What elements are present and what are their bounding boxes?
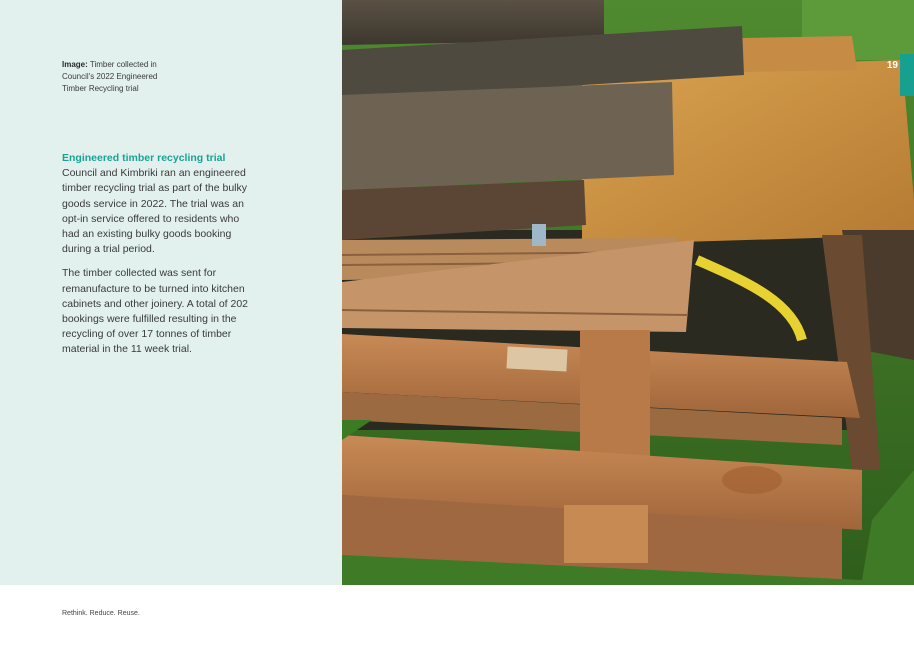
- page-tab: [900, 54, 914, 96]
- caption-label: Image:: [62, 60, 88, 69]
- page-number: 19: [886, 60, 898, 71]
- image-caption: [62, 59, 172, 95]
- article-paragraph-1: Council and Kimbriki ran an engineered timber recycling trial as part of the bulky goods service in 2022. The trial was an opt-in service offered to residents who had an existing bulky goods booking during a trial period.: [62, 167, 247, 256]
- left-text-panel: [0, 0, 342, 585]
- article-body: [62, 151, 252, 367]
- caption-text: Timber collected in Council's 2022 Engineered Timber Recycling trial: [62, 60, 158, 93]
- timber-photo: [342, 0, 914, 585]
- article-paragraph-2: The timber collected was sent for remanufacture to be turned into kitchen cabinets and other joinery. A total of 202 bookings were fulfilled resulting in the recycling of over 17 tonnes of timber material in the 11 week trial.: [62, 267, 249, 356]
- footer-tagline: Rethink. Reduce. Reuse.: [62, 610, 140, 617]
- article-heading: Engineered timber recycling trial: [62, 152, 226, 164]
